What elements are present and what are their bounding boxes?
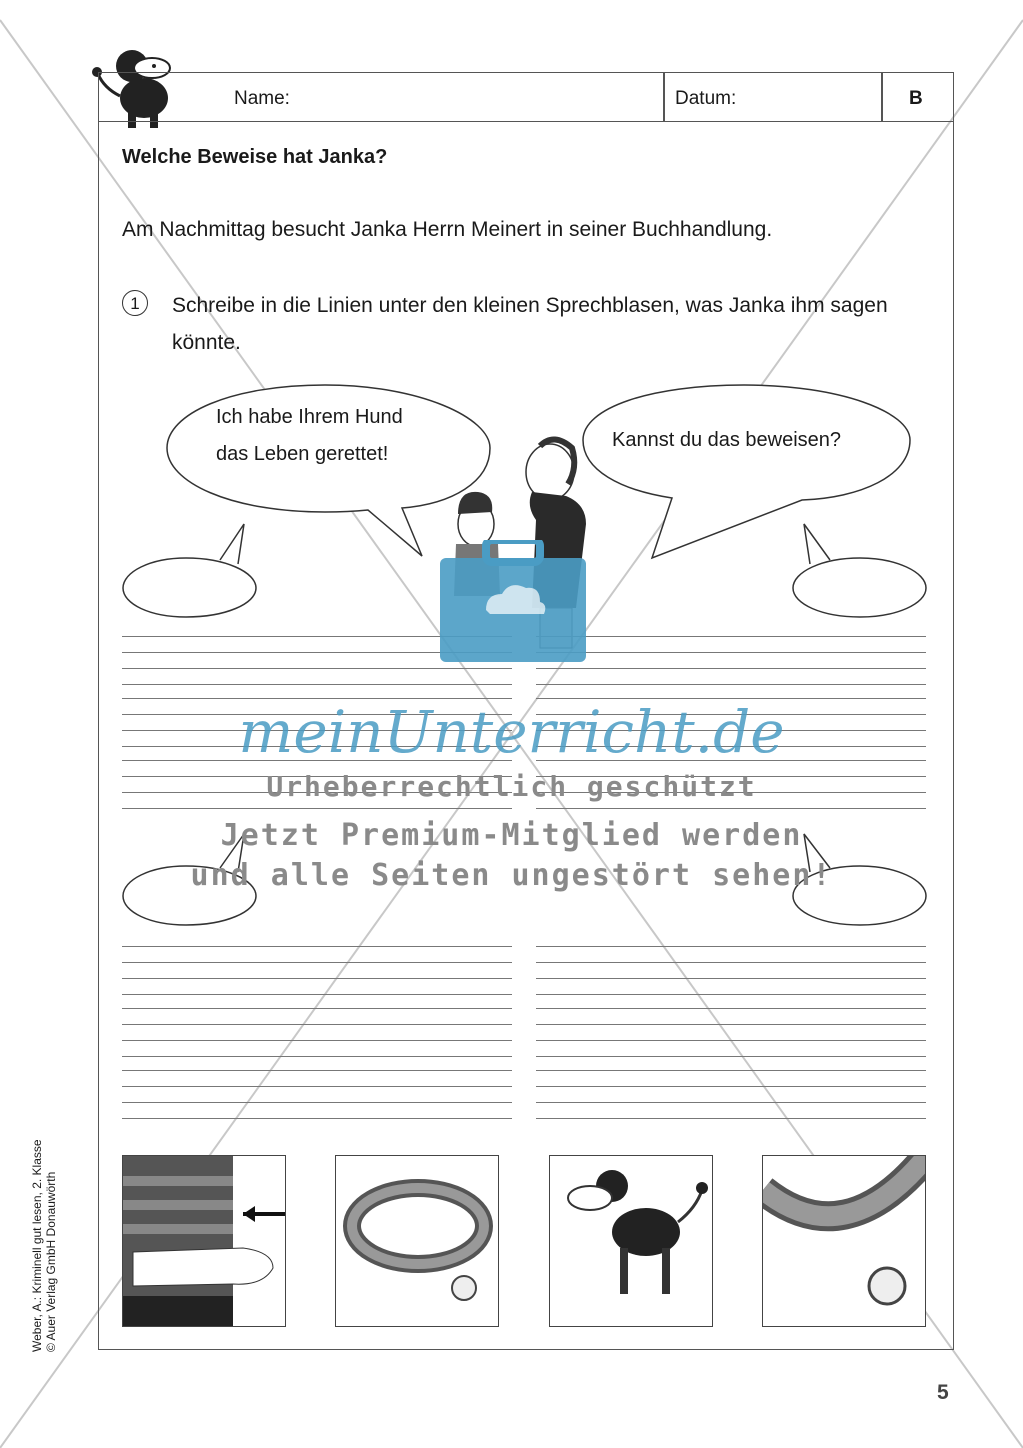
watermark-brand: meinUnterricht.de: [238, 698, 785, 766]
writing-lines-left-5[interactable]: [122, 1008, 512, 1057]
collar-picture: [335, 1155, 499, 1327]
name-label: Name:: [234, 88, 290, 109]
side-credit-line2: © Auer Verlag GmbH Donauwörth: [44, 1171, 58, 1352]
intro-text: Am Nachmittag besucht Janka Herrn Meinert in seiner Buchhandlung.: [122, 218, 773, 241]
writing-lines-right-5[interactable]: [536, 1008, 926, 1057]
writing-lines-right-6[interactable]: [536, 1070, 926, 1119]
bubble-meinert-text: Kannst du das beweisen?: [612, 429, 842, 451]
watermark-line2: Jetzt Premium-Mitglied werden: [220, 818, 803, 853]
poodle-picture: [549, 1155, 713, 1327]
date-label: Datum:: [675, 88, 737, 109]
page-number: 5: [937, 1381, 949, 1404]
small-bubble-right-1: [790, 520, 930, 620]
header-divider: [663, 72, 665, 122]
writing-lines-right-4[interactable]: [536, 946, 926, 995]
bubble-janka-line1: Ich habe Ihrem Hund: [216, 406, 403, 428]
level-label: B: [909, 88, 923, 109]
collar-closeup-picture: [762, 1155, 926, 1327]
writing-lines-left-4[interactable]: [122, 946, 512, 995]
page-title: Welche Beweise hat Janka?: [122, 146, 388, 168]
task-number: 1: [122, 290, 148, 316]
task-text: Schreibe in die Linien unter den kleinen Sprechblasen, was Janka ihm sagen könnte.: [172, 294, 888, 354]
watermark-line3: und alle Seiten ungestört sehen!: [190, 858, 833, 893]
small-bubble-left-1: [120, 520, 260, 620]
writing-lines-left-6[interactable]: [122, 1070, 512, 1119]
arm-with-mark-picture: [122, 1155, 286, 1327]
bubble-janka-line2: das Leben gerettet!: [216, 443, 389, 465]
side-credit-line1: Weber, A.: Kriminell gut lesen, 2. Klasse: [30, 1139, 44, 1352]
header-row: [98, 72, 954, 122]
briefcase-watermark-icon: [436, 540, 590, 666]
watermark-line1: Urheberrechtlich geschützt: [266, 770, 757, 803]
side-credit: [30, 1139, 58, 1352]
header-divider: [881, 72, 883, 122]
writing-lines-right-1[interactable]: [536, 636, 926, 685]
